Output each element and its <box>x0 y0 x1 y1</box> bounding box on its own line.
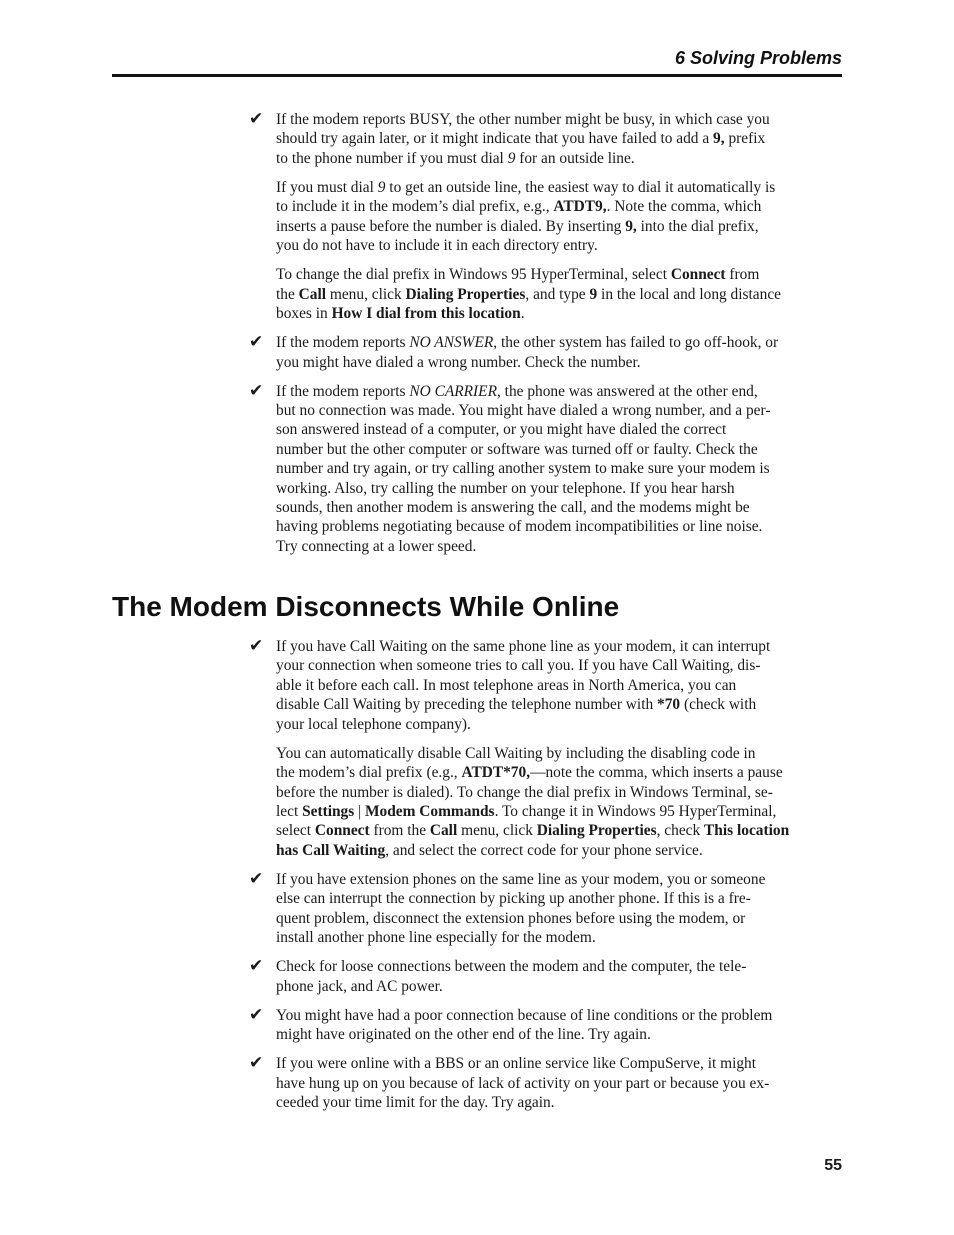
check-icon: ✔ <box>249 956 264 977</box>
italic-text: 9 <box>507 149 516 167</box>
text-line: If you have Call Waiting on the same phone line as your modem, it can interrupt <box>276 638 771 655</box>
bold-text: Settings <box>302 802 355 820</box>
text-line: having problems negotiating because of modem incompatibilities or line noise. <box>276 518 763 536</box>
paragraph-dial-nine <box>276 178 844 256</box>
bullet-busy <box>249 109 844 168</box>
text-line: before the number is dialed). To change the dial prefix in Windows Terminal, se- <box>276 783 773 801</box>
paragraph-disable-call-waiting <box>276 744 844 860</box>
text-line: To change the dial prefix in Windows 95 HyperTerminal, select Connect from <box>276 266 760 284</box>
content-top <box>249 109 844 566</box>
check-icon: ✔ <box>249 1004 264 1025</box>
bullet-extension-phones <box>249 868 844 948</box>
bold-text: Connect <box>670 266 726 284</box>
text-line: sounds, then another modem is answering the call, and the modems might be <box>276 499 750 517</box>
section-heading: The Modem Disconnects While Online <box>112 591 620 622</box>
paragraph-text <box>276 1006 844 1045</box>
text-line: lect Settings | Modem Commands. To change it in Windows 95 HyperTerminal, <box>276 802 777 820</box>
text-line: quent problem, disconnect the extension phones before using the modem, or <box>276 909 746 927</box>
paragraph-text <box>276 110 844 168</box>
text-line: Try connecting at a lower speed. <box>276 537 477 555</box>
italic-text: NO ANSWER <box>409 334 494 352</box>
text-line: has Call Waiting, and select the correct code for your phone service. <box>276 841 703 859</box>
text-line: you do not have to include it in each directory entry. <box>276 237 598 255</box>
text-line: your local telephone company). <box>276 715 471 733</box>
bold-text: 9 <box>589 285 598 303</box>
text-line: inserts a pause before the number is dialed. By inserting 9, into the dial prefix, <box>276 217 759 235</box>
text-line: select Connect from the Call menu, click Dialing Properties, check This location <box>276 822 790 840</box>
bold-text: Call <box>429 822 458 840</box>
bold-text: Modem Commands <box>365 802 495 820</box>
paragraph-change-prefix <box>276 265 844 323</box>
text-line: the Call menu, click Dialing Properties, and type 9 in the local and long distance <box>276 285 781 303</box>
paragraph-text <box>276 870 844 948</box>
text-line: son answered instead of a computer, or you might have dialed the correct <box>276 421 727 439</box>
text-line: ceeded your time limit for the day. Try again. <box>276 1093 555 1111</box>
bold-text: 9, <box>625 217 637 235</box>
text-line: working. Also, try calling the number on your telephone. If you hear harsh <box>276 479 735 497</box>
text-line: Check for loose connections between the modem and the computer, the tele- <box>276 958 747 976</box>
text-line: If you have extension phones on the same line as your modem, you or someone <box>276 870 766 888</box>
text-line: If the modem reports NO CARRIER, the phone was answered at the other end, <box>276 382 758 400</box>
text-line: have hung up on you because of lack of activity on your part or because you ex- <box>276 1074 770 1092</box>
paragraph-text <box>276 382 844 557</box>
text-line: the modem’s dial prefix (e.g., ATDT*70,—note the comma, which inserts a pause <box>276 764 783 782</box>
bold-text: Call <box>298 285 327 303</box>
header-rule <box>112 74 842 77</box>
bold-text: Connect <box>314 822 370 840</box>
bullet-no-carrier <box>249 380 844 557</box>
text-line: but no connection was made. You might have dialed a wrong number, and a per- <box>276 402 771 420</box>
text-line: install another phone line especially for the modem. <box>276 929 596 947</box>
text-line: your connection when someone tries to call you. If you have Call Waiting, dis- <box>276 657 761 675</box>
content-bottom <box>249 636 844 1122</box>
text-line: number but the other computer or software was turned off or faulty. Check the <box>276 440 758 458</box>
bullet-call-waiting <box>249 636 844 734</box>
text-line: disable Call Waiting by preceding the telephone number with *70 (check with <box>276 696 757 714</box>
check-icon: ✔ <box>249 636 264 656</box>
text-line: If the modem reports NO ANSWER, the other system has failed to go off-hook, or <box>276 334 779 352</box>
bold-text: How I dial from this location <box>331 305 521 323</box>
check-icon: ✔ <box>249 109 264 129</box>
check-icon: ✔ <box>249 380 264 401</box>
bullet-no-answer <box>249 332 844 372</box>
paragraph-text <box>276 1054 844 1112</box>
paragraph-text <box>276 637 844 734</box>
text-line: You can automatically disable Call Waiting by including the disabling code in <box>276 744 756 762</box>
bold-text: 9, <box>713 130 725 148</box>
bold-text: This location <box>704 822 790 840</box>
bold-text: ATDT9, <box>553 198 607 216</box>
text-line: number and try again, or try calling another system to make sure your modem is <box>276 460 770 478</box>
bold-text: has Call Waiting <box>276 841 386 859</box>
check-icon: ✔ <box>249 1053 264 1074</box>
bold-text: *70 <box>657 696 681 714</box>
text-line: You might have had a poor connection because of line conditions or the problem <box>276 1006 773 1024</box>
bold-text: ATDT*70, <box>461 764 531 782</box>
check-icon: ✔ <box>249 868 264 889</box>
italic-text: NO CARRIER <box>409 382 497 400</box>
bold-text: Dialing Properties <box>536 822 657 840</box>
text-line: able it before each call. In most telephone areas in North America, you can <box>276 676 737 694</box>
bullet-poor-connection <box>249 1004 844 1045</box>
text-line: If you were online with a BBS or an online service like CompuServe, it might <box>276 1055 757 1073</box>
bullet-loose-connections <box>249 956 844 996</box>
text-line: phone jack, and AC power. <box>276 977 443 995</box>
text-line: else can interrupt the connection by picking up another phone. If this is a fre- <box>276 890 751 908</box>
paragraph-text <box>276 333 844 372</box>
text-line: you might have dialed a wrong number. Check the number. <box>276 353 641 371</box>
bullet-online-service <box>249 1053 844 1112</box>
italic-text: 9 <box>377 178 386 196</box>
check-icon: ✔ <box>249 332 264 353</box>
text-line: If the modem reports BUSY, the other number might be busy, in which case you <box>276 111 770 128</box>
text-line: If you must dial 9 to get an outside line, the easiest way to dial it automatically is <box>276 178 776 196</box>
text-line: boxes in How I dial from this location. <box>276 305 525 323</box>
text-line: might have originated on the other end of the line. Try again. <box>276 1026 651 1044</box>
text-line: should try again later, or it might indicate that you have failed to add a 9, prefix <box>276 130 766 148</box>
bold-text: Dialing Properties <box>405 285 526 303</box>
paragraph-text <box>276 957 844 996</box>
page-number: 55 <box>824 1157 842 1174</box>
text-line: to the phone number if you must dial 9 for an outside line. <box>276 149 635 167</box>
running-head: 6 Solving Problems <box>674 48 842 68</box>
text-line: to include it in the modem’s dial prefix, e.g., ATDT9,. Note the comma, which <box>276 198 762 216</box>
